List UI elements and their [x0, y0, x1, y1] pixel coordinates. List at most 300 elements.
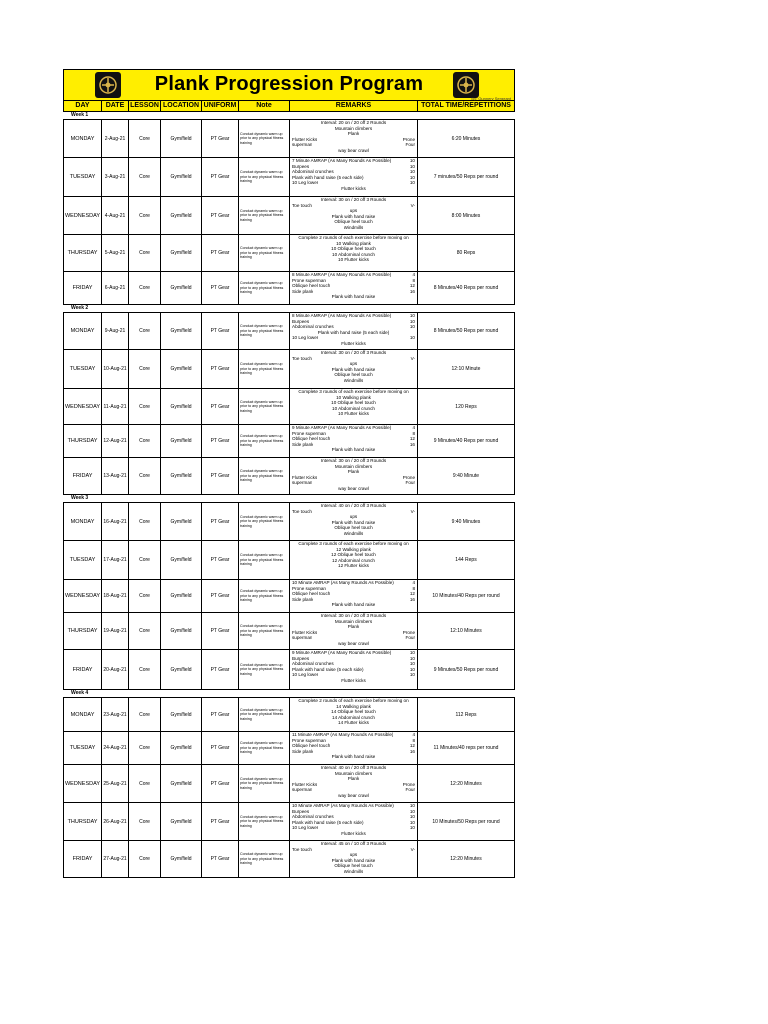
note-cell: Conduct dynamic warm up prior to any physical fitness training: [239, 425, 290, 457]
total-cell: 9 Minutes/40 Reps per round: [433, 438, 499, 444]
remark-text: 10 Flutter kicks: [338, 411, 369, 417]
remarks-cell: [290, 350, 418, 388]
remark-text: 14 Walking plank: [336, 703, 371, 709]
remark-value: 10: [409, 661, 415, 667]
remark-value: 10: [409, 335, 415, 341]
uniform-cell: PT Gear: [202, 732, 239, 764]
header-uniform: UNIFORM: [202, 101, 239, 111]
remark-value: Prone: [402, 781, 415, 787]
remark-value: 10: [409, 650, 415, 655]
total-cell: 10 Minutes/40 Reps per round: [432, 593, 500, 599]
note-cell: Conduct dynamic warm up prior to any physical fitness training: [239, 158, 290, 196]
day-cell: THURSDAY: [64, 803, 102, 840]
remark-text: Windmills: [343, 224, 364, 230]
remark-line: [290, 447, 417, 453]
remark-text: Prone superman: [292, 585, 326, 591]
remark-value: 10: [409, 158, 415, 163]
remark-text: ups: [349, 208, 358, 214]
remark-text: Interval: 30 on / 20 off 3 Rounds: [320, 350, 387, 355]
remark-text: Side plank: [292, 596, 314, 602]
date-cell: 16-Aug-21: [102, 503, 129, 540]
location-cell: Gym/field: [161, 650, 202, 689]
remark-value: 4: [412, 732, 415, 737]
uniform-cell: PT Gear: [202, 841, 239, 877]
uniform-cell: PT Gear: [202, 698, 239, 731]
remark-text: Oblique heel touch: [292, 743, 331, 749]
remark-text: Oblique heel touch: [292, 283, 331, 289]
remark-value: 10: [409, 324, 415, 330]
remark-text: Complete 3 rounds of each exercise before moving on: [298, 541, 409, 546]
note-cell: Conduct dynamic warm up prior to any physical fitness training: [239, 698, 290, 731]
total-cell: 12:10 Minutes: [450, 628, 482, 634]
remark-value: 10: [409, 666, 415, 672]
remark-text: 10 Walking plank: [336, 394, 371, 400]
uniform-cell: PT Gear: [202, 503, 239, 540]
remark-value: 10: [409, 163, 415, 169]
total-cell: 80 Reps: [456, 250, 476, 256]
table-row: [63, 312, 515, 350]
note-cell: Conduct dynamic warm up prior to any physical fitness training: [239, 197, 290, 234]
remark-value: 10: [409, 808, 415, 814]
table-row: [63, 235, 515, 272]
remark-text: 9 Minute AMRAP (As Many Rounds As Possible): [292, 650, 392, 655]
remark-value: 4: [412, 425, 415, 430]
uniform-cell: PT Gear: [202, 158, 239, 196]
day-cell: THURSDAY: [64, 425, 102, 457]
remark-text: Abdominal crunches: [292, 814, 334, 820]
total-cell: 8 Minutes/50 Reps per round: [433, 328, 499, 334]
day-cell: THURSDAY: [64, 235, 102, 271]
location-cell: Gym/field: [161, 158, 202, 196]
date-cell: 17-Aug-21: [102, 541, 129, 579]
week-label: Week 4: [71, 690, 89, 696]
remark-line: [290, 641, 417, 647]
remark-value: Four: [405, 787, 415, 793]
uniform-cell: PT Gear: [202, 350, 239, 388]
remark-text: superman: [292, 142, 313, 148]
remark-text: Oblique heel touch: [334, 219, 373, 225]
remarks-cell: [290, 120, 418, 157]
table-row: [63, 458, 515, 495]
date-cell: 26-Aug-21: [102, 803, 129, 840]
table-row: [63, 650, 515, 690]
table-row: [63, 580, 515, 613]
note-cell: Conduct dynamic warm up prior to any physical fitness training: [239, 350, 290, 388]
remark-text: 10 Leg lower: [292, 180, 319, 186]
remark-text: 10 Oblique heel touch: [331, 400, 376, 406]
location-cell: Gym/field: [161, 313, 202, 349]
remarks-cell: [290, 803, 418, 840]
remark-value: 10: [409, 169, 415, 175]
uniform-cell: PT Gear: [202, 541, 239, 579]
remark-value: V-: [410, 846, 415, 852]
remark-text: Windmills: [343, 868, 364, 874]
remark-text: Interval: 30 on / 20 off 3 Rounds: [320, 613, 387, 618]
remark-text: Plank with hand raise: [331, 213, 376, 219]
lesson-cell: Core: [129, 765, 161, 802]
location-cell: Gym/field: [161, 458, 202, 494]
remark-text: Plank with hand raise (5 each side): [292, 819, 364, 825]
remark-value: 10: [409, 819, 415, 825]
lesson-cell: Core: [129, 732, 161, 764]
note-cell: Conduct dynamic warm up prior to any physical fitness training: [239, 313, 290, 349]
total-cell: 10 Minutes/50 Reps per round: [432, 818, 500, 825]
location-cell: Gym/field: [161, 272, 202, 304]
remark-text: Abdominal crunches: [292, 169, 334, 175]
location-cell: Gym/field: [161, 580, 202, 612]
remark-text: 12 Abdominal crunch: [332, 557, 375, 563]
uniform-cell: PT Gear: [202, 120, 239, 157]
remark-text: Flutter Kicks: [292, 474, 318, 480]
remark-text: Plank with hand raise: [331, 294, 376, 300]
remark-text: Mountain climbers: [334, 770, 373, 776]
remark-value: 16: [409, 288, 415, 294]
total-cell: 144 Reps: [455, 557, 477, 563]
remark-value: 8: [412, 277, 415, 283]
lesson-cell: Core: [129, 425, 161, 457]
remark-text: Flutter kicks: [341, 830, 366, 836]
day-cell: WEDNESDAY: [64, 389, 102, 424]
remark-text: 14 Oblique heel touch: [331, 709, 376, 715]
date-cell: 27-Aug-21: [102, 841, 129, 877]
remark-value: V-: [410, 202, 415, 208]
table-row: [63, 425, 515, 458]
remark-text: Plank with hand raise: [331, 754, 376, 760]
title-banner: [63, 69, 515, 101]
remark-value: Prone: [402, 136, 415, 142]
remark-text: 10 Abdominal crunch: [332, 405, 375, 411]
day-cell: MONDAY: [64, 503, 102, 540]
location-cell: Gym/field: [161, 698, 202, 731]
page-title: Plank Progression Program: [154, 73, 424, 95]
remark-value: 10: [409, 814, 415, 820]
table-row: [63, 350, 515, 389]
uniform-cell: PT Gear: [202, 803, 239, 840]
remark-text: 8 Minute AMRAP (As Many Rounds As Possible): [292, 313, 392, 318]
remark-text: 11 Minute AMRAP (As Many Rounds As Possible): [292, 732, 394, 737]
lesson-cell: Core: [129, 158, 161, 196]
remark-value: 10: [409, 318, 415, 324]
remark-value: 12: [409, 591, 415, 597]
location-cell: Gym/field: [161, 613, 202, 649]
date-cell: 6-Aug-21: [102, 272, 129, 304]
day-cell: THURSDAY: [64, 613, 102, 649]
remark-text: Plank: [347, 131, 360, 137]
table-row: [63, 697, 515, 732]
remark-line: [290, 720, 417, 726]
remark-text: 10 Flutter kicks: [338, 257, 369, 263]
uniform-cell: PT Gear: [202, 650, 239, 689]
location-cell: Gym/field: [161, 425, 202, 457]
week-label: Week 1: [71, 112, 89, 118]
lesson-cell: Core: [129, 350, 161, 388]
lesson-cell: Core: [129, 313, 161, 349]
remark-text: Flutter kicks: [341, 185, 366, 191]
uniform-cell: PT Gear: [202, 235, 239, 271]
remark-line: [290, 186, 417, 192]
total-cell: 12:20 Minutes: [450, 780, 482, 787]
header-note: Note: [239, 101, 290, 111]
remark-text: Plank with hand raise: [331, 519, 376, 525]
remark-value: Four: [405, 142, 415, 148]
remark-line: [290, 378, 417, 384]
total-cell: 6:20 Minutes: [451, 135, 481, 142]
remarks-cell: [290, 458, 418, 494]
remark-line: [290, 486, 417, 492]
date-cell: 5-Aug-21: [102, 235, 129, 271]
remark-text: Complete 2 rounds of each exercise before moving on: [298, 698, 409, 703]
remark-text: Prone superman: [292, 430, 326, 436]
weeks-container: [63, 112, 515, 878]
total-cell: 9 Minutes/50 Reps per round: [433, 666, 499, 673]
lesson-cell: Core: [129, 698, 161, 731]
remark-text: 10 Minute AMRAP (As Many Rounds As Possible): [292, 580, 394, 585]
remark-text: Plank with hand raise (5 each side): [292, 666, 364, 672]
remark-text: Burpees: [292, 808, 310, 814]
location-cell: Gym/field: [161, 765, 202, 802]
remark-text: ups: [349, 852, 358, 858]
remark-text: 12 Walking plank: [336, 546, 371, 552]
total-cell: 7 minutes/50 Reps per round: [433, 174, 499, 180]
remark-value: Prone: [402, 474, 415, 480]
note-cell: Conduct dynamic warm up prior to any physical fitness training: [239, 732, 290, 764]
remark-text: Toe touch: [292, 508, 312, 514]
remark-value: 8: [412, 430, 415, 436]
remark-text: 9 Minute AMRAP (As Many Rounds As Possible): [292, 425, 392, 430]
remarks-cell: [290, 732, 418, 764]
remark-value: 10: [409, 180, 415, 186]
remark-line: [290, 793, 417, 799]
week-label: Week 2: [71, 305, 89, 311]
remark-text: Interval: 45 on / 10 off 3 Rounds: [320, 841, 387, 846]
remark-text: Oblique heel touch: [334, 372, 373, 378]
remark-text: 10 Minute AMRAP (As Many Rounds As Possible): [292, 803, 394, 808]
date-cell: 9-Aug-21: [102, 313, 129, 349]
remark-text: Abdominal crunches: [292, 324, 334, 330]
day-cell: MONDAY: [64, 698, 102, 731]
total-cell: 112 Reps: [455, 711, 477, 718]
remark-text: Plank: [347, 624, 360, 630]
remark-value: 10: [409, 803, 415, 808]
total-cell: 8:00 Minutes: [451, 212, 481, 219]
date-cell: 18-Aug-21: [102, 580, 129, 612]
remark-text: Side plank: [292, 288, 314, 294]
remark-line: [290, 678, 417, 684]
remark-text: Flutter Kicks: [292, 629, 318, 635]
remark-value: Four: [405, 635, 415, 641]
lesson-cell: Core: [129, 541, 161, 579]
date-cell: 4-Aug-21: [102, 197, 129, 234]
day-cell: MONDAY: [64, 313, 102, 349]
lesson-cell: Core: [129, 650, 161, 689]
date-cell: 12-Aug-21: [102, 425, 129, 457]
remarks-cell: [290, 235, 418, 271]
remark-text: Flutter kicks: [341, 677, 366, 683]
date-cell: 19-Aug-21: [102, 613, 129, 649]
lesson-cell: Core: [129, 613, 161, 649]
remark-text: Prone superman: [292, 277, 326, 283]
remark-text: way bear crawl: [338, 147, 369, 153]
remarks-cell: [290, 698, 418, 731]
note-cell: Conduct dynamic warm up prior to any physical fitness training: [239, 803, 290, 840]
remark-text: superman: [292, 787, 313, 793]
note-cell: Conduct dynamic warm up prior to any physical fitness training: [239, 503, 290, 540]
column-header-row: [63, 101, 515, 112]
date-cell: 11-Aug-21: [102, 389, 129, 424]
header-lesson: LESSON: [129, 101, 161, 111]
uniform-cell: PT Gear: [202, 197, 239, 234]
program-sheet: [63, 69, 515, 878]
remark-text: 8 Minute AMRAP (As Many Rounds As Possible): [292, 272, 392, 277]
day-cell: MONDAY: [64, 120, 102, 157]
date-cell: 3-Aug-21: [102, 158, 129, 196]
header-remarks: REMARKS: [290, 101, 418, 111]
header-day: DAY: [64, 101, 102, 111]
remarks-cell: [290, 389, 418, 424]
uniform-cell: PT Gear: [202, 313, 239, 349]
lesson-cell: Core: [129, 803, 161, 840]
remark-text: Plank with hand raise: [331, 602, 376, 608]
remark-text: Prone superman: [292, 737, 326, 743]
remark-text: Mountain climbers: [334, 618, 373, 624]
lesson-cell: Core: [129, 389, 161, 424]
remark-line: [290, 225, 417, 231]
location-cell: Gym/field: [161, 541, 202, 579]
day-cell: WEDNESDAY: [64, 197, 102, 234]
uniform-cell: PT Gear: [202, 425, 239, 457]
day-cell: WEDNESDAY: [64, 580, 102, 612]
remark-value: 8: [412, 737, 415, 743]
remark-line: [290, 602, 417, 608]
note-cell: Conduct dynamic warm up prior to any physical fitness training: [239, 389, 290, 424]
remark-text: Plank with hand raise (5 each side): [292, 174, 364, 180]
table-row: [63, 613, 515, 650]
day-cell: FRIDAY: [64, 841, 102, 877]
remark-text: Mountain climbers: [334, 125, 373, 131]
table-row: [63, 732, 515, 765]
remark-text: Burpees: [292, 318, 310, 324]
remark-text: 10 Oblique heel touch: [331, 246, 376, 252]
uniform-cell: PT Gear: [202, 765, 239, 802]
remark-text: Side plank: [292, 441, 314, 447]
table-row: [63, 158, 515, 197]
date-cell: 10-Aug-21: [102, 350, 129, 388]
total-cell: 120 Reps: [455, 403, 477, 410]
date-cell: 2-Aug-21: [102, 120, 129, 157]
remark-text: 10 Leg lower: [292, 825, 319, 831]
remark-value: 12: [409, 283, 415, 289]
day-cell: TUESDAY: [64, 158, 102, 196]
byline: By: Gunnery Sergeant: [471, 96, 511, 101]
remark-value: 8: [412, 585, 415, 591]
remarks-cell: [290, 503, 418, 540]
day-cell: FRIDAY: [64, 272, 102, 304]
total-cell: 12:10 Minute: [451, 366, 481, 372]
table-row: [63, 197, 515, 235]
remark-line: [290, 294, 417, 300]
remark-text: Plank with hand raise: [331, 366, 376, 372]
remark-value: 16: [409, 748, 415, 754]
table-row: [63, 389, 515, 425]
uniform-cell: PT Gear: [202, 580, 239, 612]
remark-value: 16: [409, 596, 415, 602]
table-row: [63, 119, 515, 158]
remark-line: [290, 831, 417, 837]
remark-text: 10 Leg lower: [292, 672, 319, 678]
table-row: [63, 803, 515, 841]
remark-text: Complete 2 rounds of each exercise before moving on: [298, 235, 409, 240]
remark-value: 10: [409, 825, 415, 831]
location-cell: Gym/field: [161, 732, 202, 764]
location-cell: Gym/field: [161, 350, 202, 388]
remark-text: Oblique heel touch: [334, 525, 373, 531]
lesson-cell: Core: [129, 235, 161, 271]
remark-text: Interval: 20 on / 20 off 2 Rounds: [320, 120, 387, 125]
total-cell: 9:40 Minute: [452, 473, 480, 479]
remark-value: 10: [409, 672, 415, 678]
remark-text: Windmills: [343, 530, 364, 536]
remark-value: 4: [412, 272, 415, 277]
remarks-cell: [290, 841, 418, 877]
note-cell: Conduct dynamic warm up prior to any physical fitness training: [239, 235, 290, 271]
remark-line: [290, 563, 417, 569]
remark-line: [290, 754, 417, 760]
remark-text: Plank with hand raise: [331, 447, 376, 453]
lesson-cell: Core: [129, 272, 161, 304]
remark-text: ups: [349, 361, 358, 367]
remark-text: Complete 3 rounds of each exercise before moving on: [298, 389, 409, 394]
uniform-cell: PT Gear: [202, 272, 239, 304]
remark-text: Abdominal crunches: [292, 661, 334, 667]
remark-value: 12: [409, 743, 415, 749]
location-cell: Gym/field: [161, 120, 202, 157]
lesson-cell: Core: [129, 458, 161, 494]
table-row: [63, 502, 515, 541]
day-cell: FRIDAY: [64, 458, 102, 494]
remark-line: [290, 869, 417, 875]
remark-text: ups: [349, 514, 358, 520]
lesson-cell: Core: [129, 580, 161, 612]
remark-value: Prone: [402, 629, 415, 635]
remark-line: [290, 257, 417, 263]
remark-value: 10: [409, 174, 415, 180]
remark-text: Plank: [347, 776, 360, 782]
total-cell: 8 Minutes/40 Reps per round: [433, 285, 499, 291]
remark-text: Flutter Kicks: [292, 136, 318, 142]
remark-value: 4: [412, 580, 415, 585]
day-cell: TUESDAY: [64, 541, 102, 579]
remark-text: Windmills: [343, 377, 364, 383]
remarks-cell: [290, 613, 418, 649]
day-cell: WEDNESDAY: [64, 765, 102, 802]
location-cell: Gym/field: [161, 235, 202, 271]
note-cell: Conduct dynamic warm up prior to any physical fitness training: [239, 541, 290, 579]
remarks-cell: [290, 425, 418, 457]
uniform-cell: PT Gear: [202, 458, 239, 494]
remark-text: way bear crawl: [338, 792, 369, 798]
remark-line: [290, 411, 417, 417]
note-cell: Conduct dynamic warm up prior to any physical fitness training: [239, 272, 290, 304]
remark-line: [290, 148, 417, 154]
week-label: Week 3: [71, 495, 89, 501]
date-cell: 24-Aug-21: [102, 732, 129, 764]
remarks-cell: [290, 650, 418, 689]
remark-line: [290, 531, 417, 537]
remark-value: Four: [405, 480, 415, 486]
date-cell: 13-Aug-21: [102, 458, 129, 494]
remarks-cell: [290, 313, 418, 349]
note-cell: Conduct dynamic warm up prior to any physical fitness training: [239, 765, 290, 802]
